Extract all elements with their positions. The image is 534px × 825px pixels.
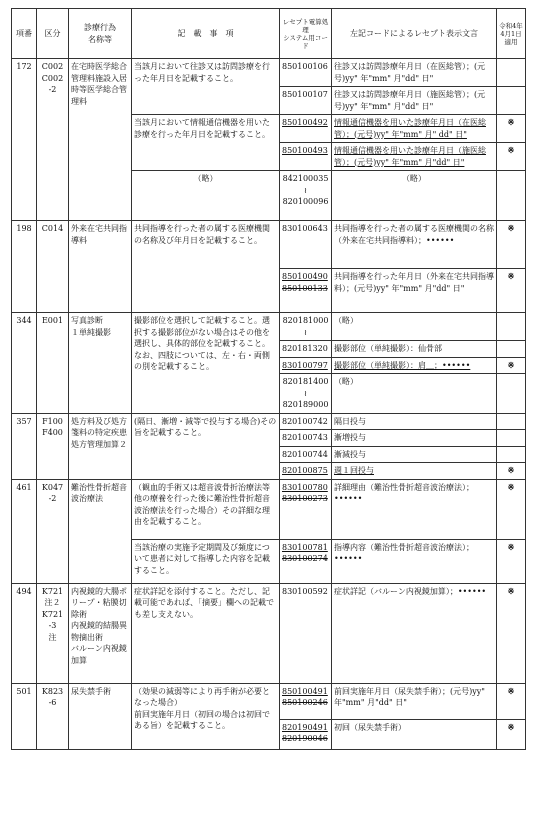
applied-mark: ※ <box>497 683 526 719</box>
applied-mark: ※ <box>497 719 526 749</box>
display-text: 往診又は訪問診療年月日（在医総管）；(元号)yy" 年"mm" 月"dd" 日" <box>332 59 497 87</box>
table-row <box>12 313 526 341</box>
item-no: 172 <box>12 59 37 221</box>
display-text: 症状詳記（バルーン内視鏡加算）；•••••• <box>332 583 497 683</box>
applied-mark <box>497 341 526 358</box>
applied-mark <box>497 87 526 115</box>
table-row <box>12 413 526 430</box>
table-row <box>12 683 526 719</box>
display-text: 情報通信機器を用いた診療年月日（在医総管）；(元号)yy" 年"mm" 月" dd" 日" <box>332 115 497 143</box>
display-text: 指導内容（難治性骨折超音波治療法）；•••••• <box>332 539 497 583</box>
system-code: 820100744 <box>280 446 332 463</box>
header-system-code: レセプト電算処理 システム用コード <box>280 9 332 59</box>
entry-item: 当該治療の実施予定期間及び頻度について患者に対して指導した内容を記載すること。 <box>132 539 280 583</box>
applied-mark: ※ <box>497 539 526 583</box>
system-code: 850100106 <box>280 59 332 87</box>
display-text: 共同指導を行った年月日（外来在宅共同指導料）；(元号)yy" 年"mm" 月"dd" 日" <box>332 269 497 313</box>
header-item-no: 項番 <box>12 9 37 59</box>
entry-item: （略） <box>132 171 280 221</box>
entry-item: 当該月において往診又は訪問診療を行った年月日を記載すること。 <box>132 59 280 115</box>
procedure-name: 難治性骨折超音波治療法 <box>69 479 132 583</box>
entry-item: (隔日、漸増・減等で投与する場合)その旨を記載すること。 <box>132 413 280 479</box>
old-code: 850100246 <box>282 698 328 707</box>
item-no: 357 <box>12 413 37 479</box>
system-code: 820100875 <box>280 463 332 480</box>
system-code: 820181000 ≀ <box>280 313 332 341</box>
display-text: 撮影部位（単純撮影）：肩＿；•••••• <box>332 357 497 374</box>
procedure-name: 内視鏡的大腸ポリープ・粘膜切除術 内視鏡的結腸異物摘出術 バルーン内視鏡加算 <box>69 583 132 683</box>
applied-mark <box>497 446 526 463</box>
item-no: 198 <box>12 221 37 313</box>
entry-item: 撮影部位を選択して記載すること。選択する撮影部位がない場合はその他を選択し、具体的部位を記載すること。 なお、四肢については、左・右・両側の別を記載すること。 <box>132 313 280 414</box>
header-category: 区分 <box>37 9 69 59</box>
table-row <box>12 479 526 539</box>
display-text: 共同指導を行った者の属する医療機関の名称（外来在宅共同指導料）；•••••• <box>332 221 497 269</box>
applied-mark: ※ <box>497 115 526 143</box>
claim-code-table <box>11 8 526 750</box>
applied-mark: ※ <box>497 357 526 374</box>
new-code: 850100490 <box>282 272 328 281</box>
display-text: 漸増投与 <box>332 430 497 447</box>
procedure-name: 写真診断 １単純撮影 <box>69 313 132 414</box>
category: C014 <box>37 221 69 313</box>
applied-mark <box>497 59 526 87</box>
item-no: 344 <box>12 313 37 414</box>
display-text: 前回実施年月日（尿失禁手術）；(元号)yy" 年"mm" 月"dd" 日" <box>332 683 497 719</box>
display-text: 初回（尿失禁手術） <box>332 719 497 749</box>
category: E001 <box>37 313 69 414</box>
display-text: 情報通信機器を用いた診療年月日（施医総管）；(元号)yy" 年"mm" 月"dd" 日" <box>332 143 497 171</box>
item-no: 501 <box>12 683 37 749</box>
system-code: 820181400 ≀ 820189000 <box>280 374 332 414</box>
system-code: 830100643 <box>280 221 332 269</box>
new-code: 820190491 <box>282 722 328 732</box>
category: C002 C002 -2 <box>37 59 69 221</box>
entry-item: 症状詳記を添付すること。ただし、記載可能であれば、「摘要」欄への記載でも差し支えない。 <box>132 583 280 683</box>
entry-item: （観血的手術又は超音波骨折治療法等他の療養を行った後に難治性骨折超音波治療法を行った場合）その詳細な理由を記載すること。 <box>132 479 280 539</box>
display-text: （略） <box>332 313 497 341</box>
header-entry-items: 記 載 事 項 <box>132 9 280 59</box>
new-code: 830100780 <box>282 482 328 492</box>
entry-item: 当該月において情報通信機器を用いた診療を行った年月日を記載すること。 <box>132 115 280 171</box>
display-text: 週１回投与 <box>332 463 497 480</box>
system-code: 850100493 <box>280 143 332 171</box>
item-no: 494 <box>12 583 37 683</box>
applied-mark: ※ <box>497 221 526 269</box>
system-code: 820100742 <box>280 413 332 430</box>
applied-mark: ※ <box>497 269 526 313</box>
applied-mark <box>497 171 526 221</box>
category: F100 F400 <box>37 413 69 479</box>
display-text: 撮影部位（単純撮影）：仙骨部 <box>332 341 497 358</box>
procedure-name: 処方料及び処方箋料の特定疾患処方管理加算２ <box>69 413 132 479</box>
applied-mark <box>497 430 526 447</box>
display-text: （略） <box>332 374 497 414</box>
table-row <box>12 59 526 87</box>
entry-item: 共同指導を行った者の属する医療機関の名称及び年月日を記載すること。 <box>132 221 280 313</box>
applied-mark: ※ <box>497 143 526 171</box>
category: K823 -6 <box>37 683 69 749</box>
system-code: 842100035 ≀ 820100096 <box>280 171 332 221</box>
system-code: 830100592 <box>280 583 332 683</box>
system-code <box>280 719 332 749</box>
procedure-name: 在宅時医学総合管理料施設入居時等医学総合管理料 <box>69 59 132 221</box>
applied-mark <box>497 413 526 430</box>
system-code <box>280 683 332 719</box>
category: K721 注２ K721 -3 注 <box>37 583 69 683</box>
system-code: 850100492 <box>280 115 332 143</box>
header-procedure-name: 診療行為 名称等 <box>69 9 132 59</box>
applied-mark <box>497 313 526 341</box>
old-code: 820190046 <box>282 734 328 743</box>
applied-mark <box>497 374 526 414</box>
item-no: 461 <box>12 479 37 583</box>
old-code: 830100274 <box>282 554 328 563</box>
applied-mark: ※ <box>497 583 526 683</box>
new-code: 830100781 <box>282 542 328 552</box>
procedure-name: 外来在宅共同指導料 <box>69 221 132 313</box>
display-text: （略） <box>332 171 497 221</box>
system-code: 820181320 <box>280 341 332 358</box>
system-code: 820100743 <box>280 430 332 447</box>
display-text: 漸減投与 <box>332 446 497 463</box>
system-code <box>280 269 332 313</box>
header-applied-date: 令和4年 4月1日 適用 <box>497 9 526 59</box>
procedure-name: 尿失禁手術 <box>69 683 132 749</box>
category: K047 -2 <box>37 479 69 583</box>
applied-mark: ※ <box>497 463 526 480</box>
display-text: 往診又は訪問診療年月日（施医総管）；(元号)yy" 年"mm" 月"dd" 日" <box>332 87 497 115</box>
entry-item: （効果の減弱等により再手術が必要となった場合） 前回実施年月日（初回の場合は初回である旨）を記載すること。 <box>132 683 280 749</box>
table-row <box>12 583 526 683</box>
system-code <box>280 479 332 539</box>
display-text: 隔日投与 <box>332 413 497 430</box>
new-code: 850100491 <box>282 686 328 696</box>
display-text: 詳細理由（難治性骨折超音波治療法）；•••••• <box>332 479 497 539</box>
system-code: 850100107 <box>280 87 332 115</box>
system-code: 830100797 <box>280 357 332 374</box>
old-code: 830100273 <box>282 494 328 503</box>
applied-mark: ※ <box>497 479 526 539</box>
old-code: 850100133 <box>282 283 328 293</box>
table-row <box>12 221 526 269</box>
system-code <box>280 539 332 583</box>
header-display-text: 左記コードによるレセプト表示文言 <box>332 9 497 59</box>
